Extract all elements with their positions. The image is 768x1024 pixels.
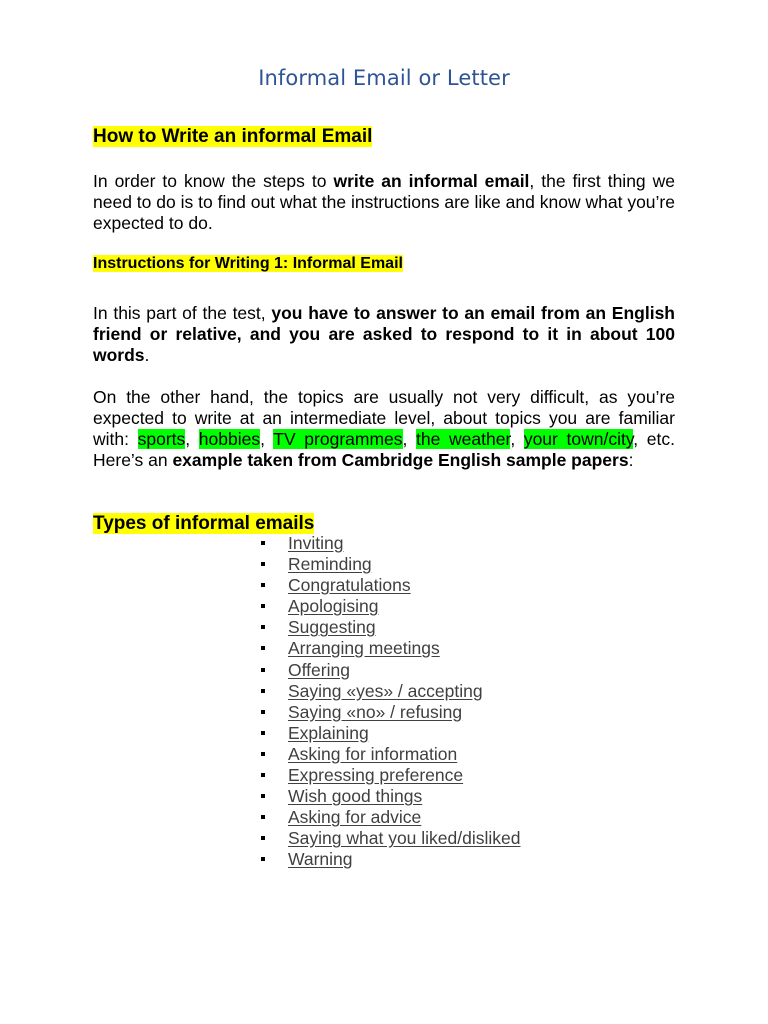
topic-highlight-tv: TV programmes xyxy=(273,429,403,449)
heading-types-text: Types of informal emails xyxy=(93,513,315,534)
topics-emphasis-1: very difficult xyxy=(487,387,585,407)
list-item xyxy=(261,849,521,870)
heading-types xyxy=(93,513,314,535)
bullet-icon xyxy=(261,562,265,566)
bullet-icon xyxy=(261,583,265,587)
type-link[interactable]: Wish good things xyxy=(288,786,423,807)
bullet-icon xyxy=(261,689,265,693)
topic-highlight-town: your town/city xyxy=(523,429,634,449)
bullet-icon xyxy=(261,794,265,798)
topics-bold-1: example taken from Cambridge English sample papers xyxy=(172,450,629,470)
intro-emphasis-1: what you’re expected to do xyxy=(93,192,675,233)
topics-comma-3: , xyxy=(402,429,417,449)
test-part-text-2: . xyxy=(144,345,150,365)
bullet-icon xyxy=(261,668,265,672)
paragraph-intro xyxy=(93,171,675,234)
list-item xyxy=(261,744,521,765)
type-link[interactable]: Offering xyxy=(288,659,350,680)
heading-how-to-write-text: How to Write an informal Email xyxy=(93,126,373,147)
intro-text-3: . xyxy=(207,213,213,233)
topics-text-3: expected to write at an intermediate level, about topics you are familiar with: xyxy=(93,408,675,449)
subheading-instructions xyxy=(93,254,403,274)
paragraph-topics xyxy=(93,387,675,471)
list-item xyxy=(261,617,521,638)
list-item xyxy=(261,660,521,681)
bullet-icon xyxy=(261,541,265,545)
bullet-icon xyxy=(261,857,265,861)
topic-highlight-weather: the weather xyxy=(416,429,511,449)
topics-text-1: On the other hand, the topics are usually not xyxy=(93,387,488,407)
bullet-icon xyxy=(261,646,265,650)
type-link[interactable]: Asking for advice xyxy=(288,807,422,828)
type-link[interactable]: Warning xyxy=(288,849,353,870)
list-item xyxy=(261,786,521,807)
bullet-icon xyxy=(261,815,265,819)
heading-how-to-write xyxy=(93,126,372,148)
topic-highlight-sports: sports xyxy=(137,429,186,449)
subheading-instructions-text: Instructions for Writing 1: Informal Email xyxy=(93,255,403,272)
bullet-icon xyxy=(261,731,265,735)
test-part-bold-1: you have to answer to an email from an English friend or relative, and you are asked to respond to it in about 100 words xyxy=(93,303,675,365)
topics-comma-2: , xyxy=(260,429,274,449)
topics-comma-1: , xyxy=(185,429,199,449)
type-link[interactable]: Arranging meetings xyxy=(288,638,440,659)
list-item xyxy=(261,807,521,828)
list-item xyxy=(261,554,521,575)
type-link[interactable]: Inviting xyxy=(288,533,344,553)
bullet-icon xyxy=(261,752,265,756)
list-item xyxy=(261,681,521,702)
type-link[interactable]: Suggesting xyxy=(288,617,376,638)
type-link[interactable]: Expressing preference xyxy=(288,765,464,786)
topics-text-5: : xyxy=(628,450,634,470)
list-item xyxy=(261,596,521,617)
type-link[interactable]: Saying what you liked/disliked xyxy=(288,828,521,849)
bullet-icon xyxy=(261,710,265,714)
list-item xyxy=(261,828,521,849)
topics-emphasis-2: as you’re xyxy=(599,387,676,407)
bullet-icon xyxy=(261,625,265,629)
type-link[interactable]: Apologising xyxy=(288,596,379,617)
topics-text-2: , xyxy=(584,387,599,407)
type-link[interactable]: Explaining xyxy=(288,722,369,743)
list-item xyxy=(261,723,521,744)
type-link[interactable]: Saying «yes» / accepting xyxy=(288,680,483,701)
intro-text-1: In order to know the steps to xyxy=(93,171,334,191)
type-link[interactable]: Saying «no» / refusing xyxy=(288,701,463,722)
topics-comma-4: , xyxy=(510,429,524,449)
list-item xyxy=(261,533,521,554)
list-item xyxy=(261,702,521,723)
list-item xyxy=(261,765,521,786)
list-item xyxy=(261,575,521,596)
bullet-icon xyxy=(261,773,265,777)
type-link[interactable]: Reminding xyxy=(288,554,372,575)
bullet-icon xyxy=(261,604,265,608)
bullet-icon xyxy=(261,836,265,840)
types-list xyxy=(261,533,521,871)
type-link[interactable]: Congratulations xyxy=(288,575,411,596)
test-part-text-1: In this part of the test, xyxy=(93,303,272,323)
topic-highlight-hobbies: hobbies xyxy=(198,429,261,449)
paragraph-test-part xyxy=(93,303,675,366)
type-link[interactable]: Asking for information xyxy=(288,743,458,764)
intro-bold-1: write an informal email xyxy=(333,171,530,191)
list-item xyxy=(261,638,521,659)
intro-text-2: , the first thing we need to do is to find out what the instructions are like and know xyxy=(93,171,676,212)
document-title: Informal Email or Letter xyxy=(258,66,510,90)
topics-text-4: , etc. Here’s an xyxy=(93,429,676,470)
